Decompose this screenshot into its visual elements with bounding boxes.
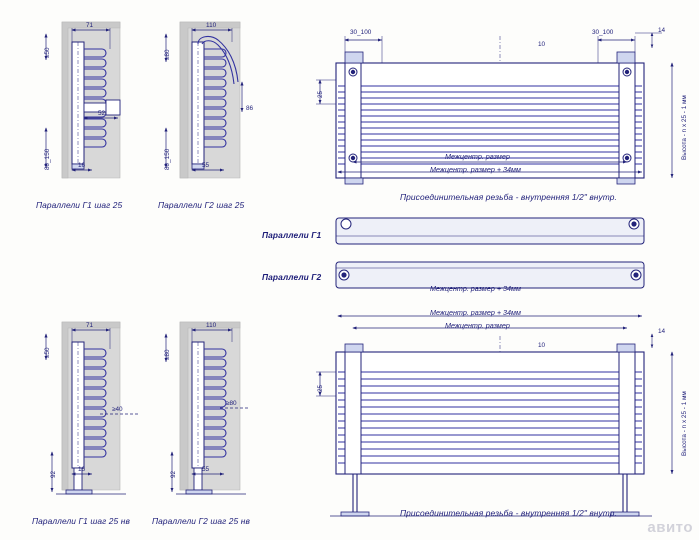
label-mezhcentr-top-2: Межцентр. размер + 34мм	[430, 165, 521, 174]
dim-v3-top: 71	[86, 322, 94, 329]
label-section-g2: Параллели Г2	[262, 272, 322, 282]
caption-g1-step25: Параллели Г1 шаг 25	[36, 200, 123, 210]
dim-top-center: 10	[538, 41, 546, 48]
dim-v1-top: 71	[86, 22, 94, 29]
view-g1-step25-nv	[46, 322, 138, 494]
label-mezhcentr-mid: Межцентр. размер + 34мм	[430, 284, 521, 293]
view-section-g1	[336, 218, 644, 244]
dim-v3-mid: ≥40	[112, 406, 123, 413]
dim-v2-bottom: 55	[202, 162, 210, 169]
dim-v4-bottom-vert: 92	[170, 470, 177, 478]
dim-v4-bottom: 55	[202, 466, 210, 473]
dim-v2-bottom-vert: 80_150	[164, 148, 171, 170]
view-g2-step25	[166, 22, 242, 178]
label-height-top: Высота - n x 25 - 1 мм	[681, 95, 688, 160]
dim-v3-bottom: 16	[78, 466, 86, 473]
dim-top-left: 30_100	[350, 29, 372, 36]
caption-thread-top: Присоединительная резьба - внутренняя 1/2" внутр.	[400, 192, 617, 202]
dim-bottom-center: 10	[538, 342, 546, 349]
dim-bottom-vert: 25	[317, 384, 324, 392]
dim-v1-bottom: 16	[78, 162, 86, 169]
dim-bottom-corner: 14	[658, 328, 666, 335]
dim-top-vert: 25	[317, 90, 324, 98]
dim-v1-bottom-vert: 80_150	[44, 148, 51, 170]
dim-v1-mid: 52	[98, 110, 106, 117]
dim-v1-left-vert: ≥50	[44, 47, 51, 58]
view-front-top	[316, 33, 672, 184]
label-mezhcentr-bot-1: Межцентр. размер + 34мм	[430, 308, 521, 317]
dim-v4-top: 110	[206, 322, 217, 329]
dim-v2-right: 86	[246, 105, 254, 112]
dim-top-right: 30_100	[592, 29, 614, 36]
caption-g1-step25-nv: Параллели Г1 шаг 25 нв	[32, 516, 130, 526]
dim-v3-bottom-vert: 92	[50, 470, 57, 478]
label-mezhcentr-bot-2: Межцентр. размер	[445, 321, 510, 330]
view-front-bottom	[316, 316, 672, 516]
dim-v4-mid: ≥80	[226, 400, 237, 407]
label-mezhcentr-top-1: Межцентр. размер	[445, 152, 510, 161]
view-g1-step25	[46, 22, 120, 178]
caption-g2-step25-nv: Параллели Г2 шаг 25 нв	[152, 516, 250, 526]
dim-v2-left-vert: ≥80	[164, 49, 171, 60]
dim-v2-top: 110	[206, 22, 217, 29]
dim-top-corner: 14	[658, 27, 666, 34]
label-height-bottom: Высота - n x 25 - 1 мм	[681, 391, 688, 456]
dim-v4-left-vert: ≥80	[164, 349, 171, 360]
caption-g2-step25: Параллели Г2 шаг 25	[158, 200, 245, 210]
label-section-g1: Параллели Г1	[262, 230, 322, 240]
watermark: авито	[647, 519, 693, 536]
caption-thread-bottom: Присоединительная резьба - внутренняя 1/2" внутр.	[400, 508, 617, 518]
dim-v3-left-vert: ≥50	[44, 347, 51, 358]
